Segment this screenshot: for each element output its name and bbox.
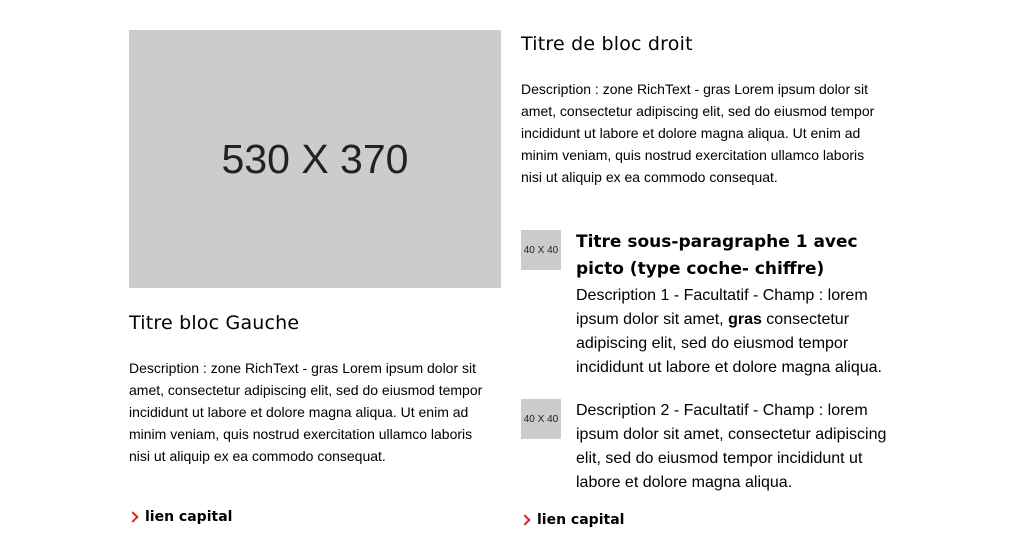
left-block-description: Description : zone RichText - gras Lorem ipsum dolor sit amet, consectetur adipiscing elit, sed do eiusmod tempor incididunt ut labore et dolore magna aliqua. Ut enim ad minim veniam, quis nostrud exercitation ullamco laboris nisi ut aliquip ex ea commodo consequat. bbox=[129, 360, 483, 464]
image-size-label: 530 X 370 bbox=[221, 135, 409, 182]
right-link[interactable] bbox=[521, 512, 624, 528]
left-link[interactable] bbox=[129, 509, 232, 525]
picto-placeholder bbox=[521, 399, 561, 439]
chevron-right-icon bbox=[127, 511, 138, 522]
left-block-title: Titre bloc Gauche bbox=[129, 312, 300, 334]
subparagraph-1-description bbox=[576, 284, 896, 380]
subparagraph-1-title: Titre sous-paragraphe 1 avec picto (type coche- chiffre) bbox=[576, 232, 858, 279]
right-block-title: Titre de bloc droit bbox=[521, 33, 693, 55]
picto-label: 40 X 40 bbox=[523, 413, 559, 425]
left-link-label: lien capital bbox=[145, 509, 233, 525]
desc-bold: gras bbox=[728, 311, 762, 328]
picto-placeholder bbox=[521, 230, 561, 270]
right-block-description: Description : zone RichText - gras Lorem ipsum dolor sit amet, consectetur adipiscing elit, sed do eiusmod tempor incididunt ut labore et dolore magna aliqua. Ut enim ad minim veniam, quis nostrud exercitation ullamco laboris nisi ut aliquip ex ea commodo consequat. bbox=[521, 81, 875, 185]
desc-text: consectetur adipiscing elit, sed do eiusmod tempor incididunt ut labore et dolore magna aliqua. bbox=[576, 311, 882, 376]
picto-label: 40 X 40 bbox=[523, 244, 559, 256]
subparagraph-2-description: Description 2 - Facultatif - Champ : lorem ipsum dolor sit amet, consectetur adipiscing elit, sed do eiusmod tempor incididunt ut labore et dolore magna aliqua. bbox=[576, 402, 887, 491]
chevron-right-icon bbox=[519, 514, 530, 525]
image-placeholder bbox=[129, 30, 501, 288]
desc-text: Description 1 - Facultatif - Champ : lorem ipsum dolor sit amet, bbox=[576, 287, 868, 328]
right-link-label: lien capital bbox=[537, 512, 625, 528]
